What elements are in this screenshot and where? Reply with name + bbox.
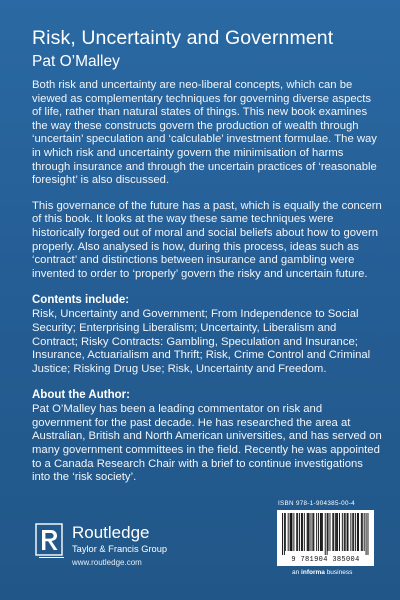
contents-text: Risk, Uncertainty and Government; From Independence to Social Security; Enterprising Liberalism; Uncertainty, Liberalism and Contract; Risky Contracts: Gambling, Speculation and Insurance; Insurance, Actuarialism and Thrift; Risk, Crime Control and Criminal Justice; Risking Drug Use; Risk, Uncertainty and Freedom. xyxy=(32,308,371,375)
book-author: Pat O’Malley xyxy=(32,53,120,70)
description-paragraph-2: This governance of the future has a past, which is equally the concern of this book. It looks at the way these same techniques were historically forged out of moral and social beliefs about how to govern properly. Also analysed is how, during this process, ideas such as ‘contract’ and distinctions between insurance and gambling were invented to order to ‘properly’ govern the risky and uncertain future. xyxy=(32,199,382,280)
about-author-text: Pat O’Malley has been a leading commentator on risk and government for the past decade. He has researched the area at Australian, British and North American universities, and has served on many government committees in the field. Recently he was appointed to a Canada Research Chair with a brief to continue investigations into the ‘risk society’. xyxy=(32,403,382,484)
book-title: Risk, Uncertainty and Government xyxy=(32,27,334,49)
informa-tagline xyxy=(292,569,352,577)
informa-brand: informa xyxy=(301,569,325,576)
publisher-group: Taylor & Francis Group xyxy=(72,544,168,554)
informa-prefix: an xyxy=(292,569,302,576)
about-author-heading: About the Author: xyxy=(32,389,130,402)
barcode-digits: 9 781904 385004 xyxy=(291,556,360,564)
routledge-logo-icon xyxy=(35,523,65,559)
informa-suffix: business xyxy=(324,569,353,576)
contents-heading: Contents include: xyxy=(32,294,130,307)
description-paragraph-1: Both risk and uncertainty are neo-liberal concepts, which can be viewed as complementary techniques for governing diverse aspects of life, rather than natural states of things. This new book examines the way these constructs govern the production of wealth through ‘uncertain’ speculation and ‘calculable’ investment formulae. The way in which risk and uncertainty govern the minimisation of harms through insurance and through the uncertain practices of ‘reasonable foresight’ is also discussed. xyxy=(32,79,377,187)
isbn-label: ISBN 978-1-904385-00-4 xyxy=(278,500,355,507)
publisher-url: www.routledge.com xyxy=(72,558,142,567)
publisher-name: Routledge xyxy=(72,523,150,542)
